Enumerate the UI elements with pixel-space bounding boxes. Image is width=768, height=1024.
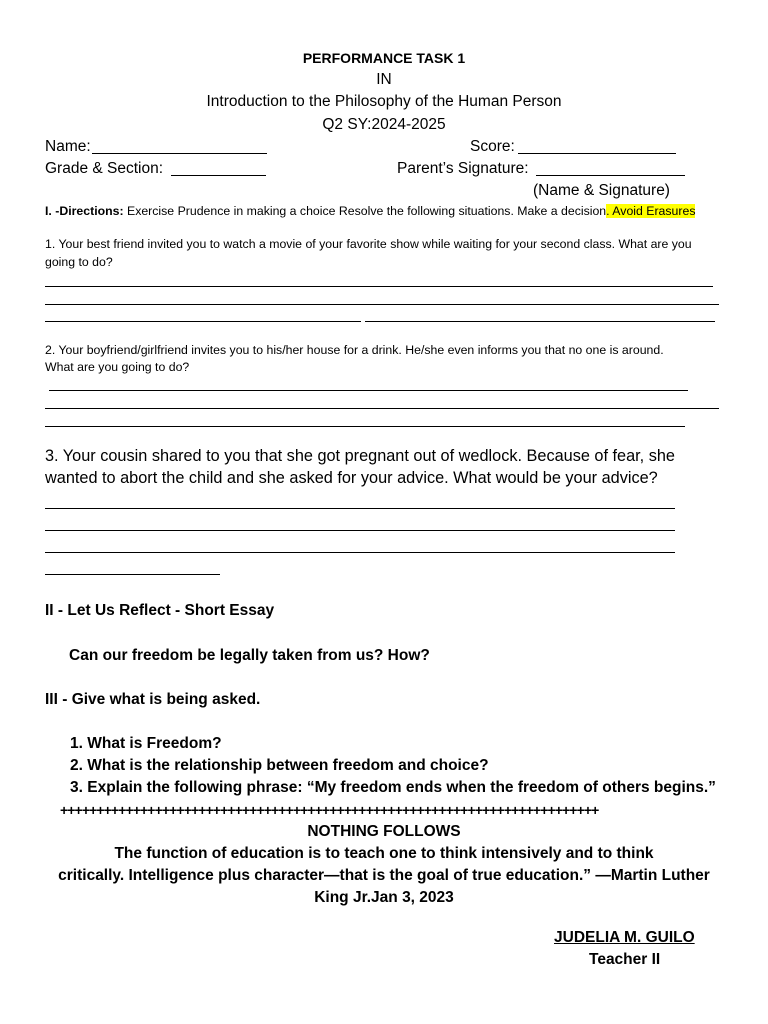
teacher-title: Teacher II bbox=[589, 951, 661, 968]
answer-1-line-2[interactable] bbox=[45, 304, 719, 305]
part2-heading: II - Let Us Reflect - Short Essay bbox=[45, 602, 275, 619]
parent-signature-label: Parent’s Signature: bbox=[397, 160, 529, 177]
plus-separator: ++++++++++++++++++++++++++++++++++++++++++++++++++++++++++++++++++++++++++ bbox=[60, 802, 599, 818]
quote-line-1: The function of education is to teach one to think intensively and to think bbox=[114, 845, 654, 862]
nothing-follows: NOTHING FOLLOWS bbox=[307, 823, 461, 840]
part3-item-2: 2. What is the relationship between freedom and choice? bbox=[70, 757, 489, 774]
answer-2-line-1[interactable] bbox=[49, 390, 688, 391]
grade-section-blank[interactable] bbox=[171, 175, 266, 176]
part3-item-3: 3. Explain the following phrase: “My freedom ends when the freedom of others begins.” bbox=[70, 779, 716, 796]
name-blank[interactable] bbox=[92, 153, 267, 154]
answer-3-line-1[interactable] bbox=[45, 508, 675, 509]
answer-3-line-3[interactable] bbox=[45, 552, 675, 553]
quote-line-2: critically. Intelligence plus character—that is the goal of true education.” —Martin Luther bbox=[58, 867, 710, 884]
score-label: Score: bbox=[470, 138, 515, 155]
part1-heading: I. -Directions: bbox=[45, 204, 124, 218]
grade-section-label: Grade & Section: bbox=[45, 160, 164, 177]
answer-2-line-2[interactable] bbox=[45, 408, 719, 409]
directions-text: Exercise Prudence in making a choice Resolve the following situations. Make a decision bbox=[123, 204, 607, 218]
answer-3-line-2[interactable] bbox=[45, 530, 675, 531]
question-1-line2: going to do? bbox=[45, 255, 113, 269]
subject-title: Introduction to the Philosophy of the Human Person bbox=[206, 93, 562, 110]
answer-2-line-3[interactable] bbox=[45, 426, 685, 427]
score-blank[interactable] bbox=[518, 153, 676, 154]
directions-line bbox=[45, 205, 695, 217]
quote-line-3: King Jr.Jan 3, 2023 bbox=[314, 889, 454, 906]
question-1-line1: 1. Your best friend invited you to watch a movie of your favorite show while waiting for your second class. What are you bbox=[45, 237, 692, 251]
teacher-name: JUDELIA M. GUILO bbox=[554, 929, 695, 946]
name-label: Name: bbox=[45, 138, 91, 155]
avoid-erasures-highlight: . Avoid Erasures bbox=[606, 204, 696, 218]
answer-1-line-3b[interactable] bbox=[365, 321, 715, 322]
question-2-line2: What are you going to do? bbox=[45, 360, 190, 374]
question-3-line1: 3. Your cousin shared to you that she got pregnant out of wedlock. Because of fear, she bbox=[45, 447, 675, 465]
name-signature-note: (Name & Signature) bbox=[533, 182, 670, 199]
part3-heading: III - Give what is being asked. bbox=[45, 691, 261, 708]
school-year: Q2 SY:2024-2025 bbox=[322, 116, 446, 133]
document-title: PERFORMANCE TASK 1 bbox=[302, 50, 466, 66]
parent-signature-blank[interactable] bbox=[536, 175, 685, 176]
answer-1-line-3a[interactable] bbox=[45, 321, 361, 322]
title-in: IN bbox=[376, 71, 392, 88]
essay-question: Can our freedom be legally taken from us? How? bbox=[69, 647, 430, 664]
part3-item-1: 1. What is Freedom? bbox=[70, 735, 222, 752]
question-2-line1: 2. Your boyfriend/girlfriend invites you to his/her house for a drink. He/she even informs you that no one is around. bbox=[45, 343, 664, 357]
answer-1-line-1[interactable] bbox=[45, 286, 713, 287]
answer-3-line-4[interactable] bbox=[45, 574, 220, 575]
question-3-line2: wanted to abort the child and she asked for your advice. What would be your advice? bbox=[45, 469, 658, 487]
